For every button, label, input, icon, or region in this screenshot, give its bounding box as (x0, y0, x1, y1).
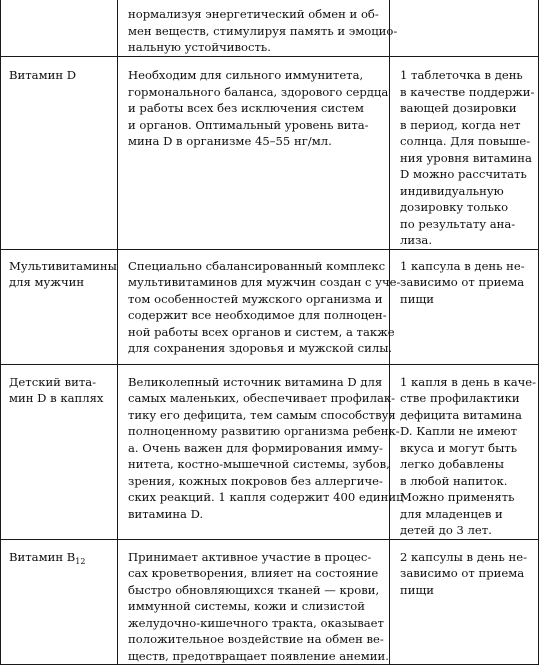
description-line: нальную устойчивость. (128, 40, 271, 54)
product-name-subscript: 12 (75, 556, 86, 566)
description-line: мен веществ, стимулируя память и эмоцио- (128, 23, 398, 38)
description-line: содержит все необходимое для полноцен- (128, 308, 387, 322)
name-cell (1, 364, 118, 539)
dosage-line: пищи (400, 291, 434, 306)
description-line: витамина D. (128, 506, 204, 521)
table-row (1, 364, 539, 539)
product-name-main: Витамин B (9, 549, 76, 564)
product-name: Мультивитамины (9, 258, 117, 273)
description-line: иммунной системы, кожи и слизистой (128, 599, 366, 613)
dosage-cell (390, 539, 539, 665)
description-cell (118, 539, 390, 665)
description-line: и работы всех без исключения систем (128, 101, 364, 115)
table-row (1, 249, 539, 364)
description-line: Принимает активное участие в процес- (128, 549, 372, 564)
description-line: Специально сбалансированный комплекс (128, 258, 386, 273)
dosage-line: в любой напиток. (400, 473, 508, 488)
description-line: ществ, предотвращает появление анемии. (128, 648, 389, 663)
description-line: Необходим для сильного иммунитета, (128, 68, 364, 82)
product-name: для мужчин (9, 275, 85, 289)
dosage-line: вающей дозировки (400, 101, 517, 115)
dosage-cell (390, 249, 539, 364)
description-line: сах кроветворения, влияет на состояние (128, 566, 379, 580)
description-line: ной работы всех органов и систем, а также (128, 324, 395, 339)
dosage-line: лиза. (400, 233, 433, 247)
dosage-line: для младенцев и (400, 506, 503, 521)
product-name: мин D в каплях (9, 391, 104, 405)
dosage-line: зависимо от приема (400, 566, 525, 580)
description-line: мультивитаминов для мужчин создан с уче- (128, 275, 401, 289)
name-cell (1, 57, 118, 250)
dosage-line: ния уровня витамина (400, 150, 532, 165)
description-line: Великолепный источник витамина D для (128, 374, 383, 389)
dosage-line: детей до 3 лет. (400, 523, 492, 537)
product-name (9, 549, 113, 566)
table-row (1, 539, 539, 665)
dosage-cell (390, 57, 539, 250)
table-row (1, 57, 539, 250)
dosage-line: вкуса и могут быть (400, 440, 518, 455)
dosage-line: 1 капля в день в каче- (400, 374, 537, 389)
description-line: самых маленьких, обеспечивает профилак- (128, 391, 396, 405)
dosage-line: дозировку только (400, 200, 509, 214)
dosage-line: в период, когда нет (400, 117, 521, 132)
dosage-line: D можно рассчитать (400, 167, 527, 181)
dosage-line: 1 капсула в день не- (400, 258, 525, 273)
dosage-line: дефицита витамина (400, 407, 522, 422)
dosage-line: зависимо от приема (400, 275, 525, 289)
dosage-line: Можно применять (400, 490, 515, 504)
dosage-line: солнца. Для повыше- (400, 134, 531, 148)
description-line: нормализуя энергетический обмен и об- (128, 7, 379, 21)
description-line: желудочно-кишечного тракта, оказывает (128, 615, 384, 630)
product-name: Витамин D (9, 68, 77, 82)
description-line: положительное воздействие на обмен ве- (128, 632, 384, 646)
table-row (1, 0, 539, 57)
dosage-line: D. Капли не имеют (400, 424, 518, 438)
description-line: для сохранения здоровья и мужской силы. (128, 341, 393, 355)
description-line: и органов. Оптимальный уровень вита- (128, 117, 369, 132)
description-cell (118, 364, 404, 539)
dosage-cell (390, 0, 539, 57)
name-cell (1, 249, 118, 364)
description-line: полноценному развитию организма ребенк- (128, 424, 400, 438)
description-line: зрения, кожных покровов без аллергиче- (128, 473, 383, 488)
dosage-line: по результату ана- (400, 216, 516, 231)
name-cell (1, 0, 118, 57)
description-line: гормонального баланса, здорового сердца (128, 84, 389, 99)
dosage-line: в качестве поддержи- (400, 84, 535, 99)
description-line: тику его дефицита, тем самым способствуя (128, 407, 396, 422)
name-cell (1, 539, 118, 665)
dosage-line: индивидуальную (400, 183, 504, 198)
dosage-line: стве профилактики (400, 391, 520, 405)
description-line: ских реакций. 1 капля содержит 400 единиц (128, 490, 404, 504)
description-cell (118, 0, 398, 57)
dosage-cell (390, 364, 539, 539)
dosage-line: легко добавлены (400, 457, 504, 471)
description-line: быстро обновляющихся тканей — крови, (128, 582, 380, 597)
description-line: нитета, костно-мышечной системы, зубов, (128, 457, 390, 471)
description-cell (118, 57, 390, 250)
product-name: Детский вита- (9, 374, 97, 389)
description-line: а. Очень важен для формирования имму- (128, 440, 383, 455)
dosage-line: пищи (400, 582, 434, 597)
description-cell (118, 249, 401, 364)
description-line: том особенностей мужского организма и (128, 291, 383, 306)
description-line: мина D в организме 45–55 нг/мл. (128, 134, 332, 148)
dosage-line: 2 капсулы в день не- (400, 549, 527, 564)
dosage-line: 1 таблеточка в день (400, 68, 523, 82)
